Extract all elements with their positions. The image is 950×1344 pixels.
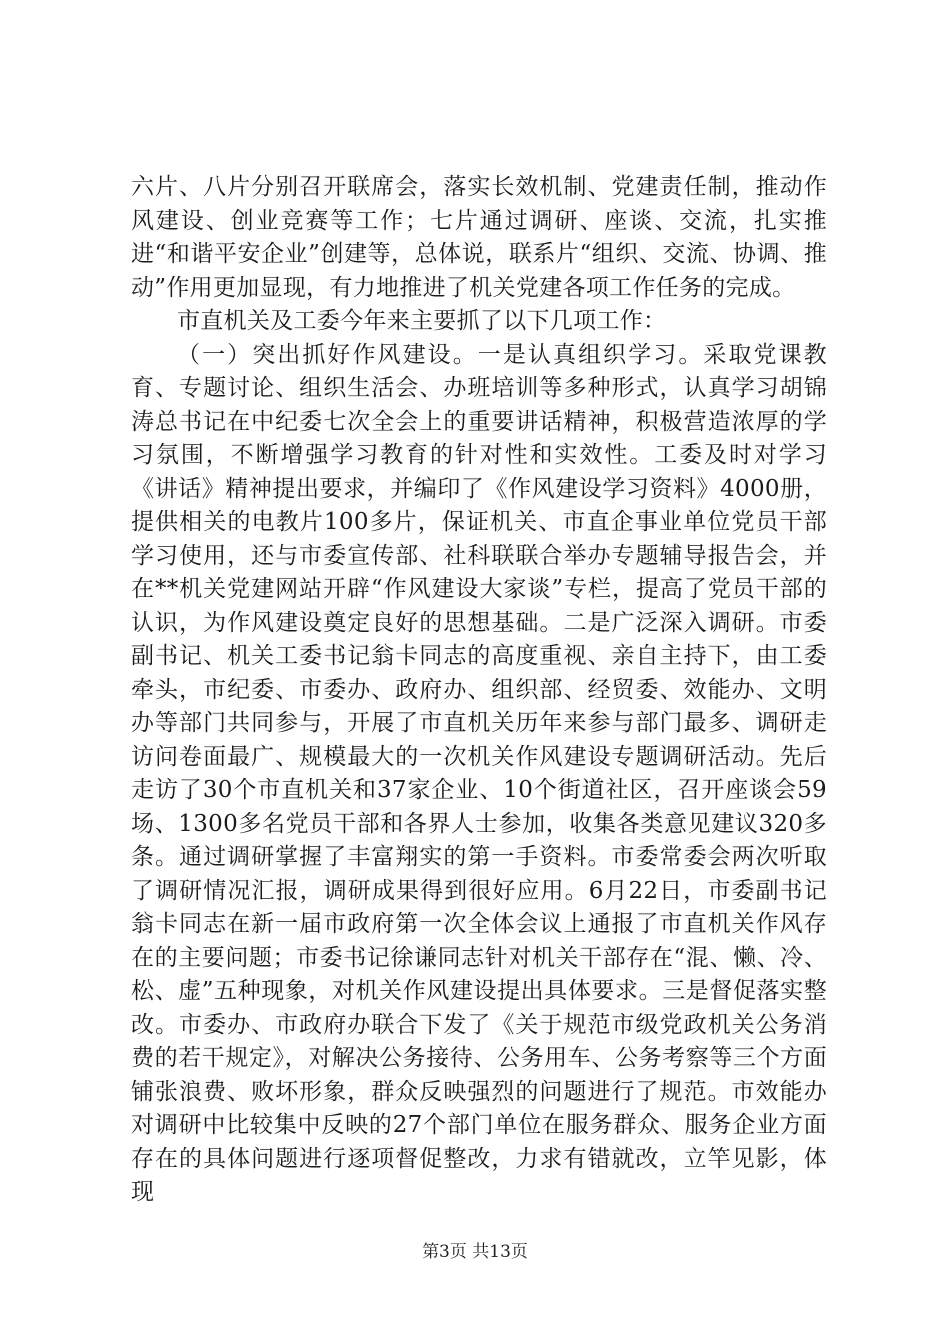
- paragraph-continuation: 六片、八片分别召开联席会，落实长效机制、党建责任制，推动作风建设、创业竞赛等工作；七片通过调研、座谈、交流，扎实推进“和谐平安企业”创建等，总体说，联系片“组织、交流、协调、推动”作用更加显现，有力地推进了机关党建各项工作任务的完成。: [131, 174, 827, 301]
- paragraph-intro: 市直机关及工委今年来主要抓了以下几项工作：: [177, 308, 667, 334]
- document-body: [131, 171, 827, 1210]
- page-footer: 第3页 共13页: [422, 1242, 528, 1262]
- paragraph-section-one: （一）突出抓好作风建设。一是认真组织学习。采取党课教育、专题讨论、组织生活会、办班培训等多种形式，认真学习胡锦涛总书记在中纪委七次全会上的重要讲话精神，积极营造浓厚的学习氛围，不断增强学习教育的针对性和实效性。工委及时对学习《讲话》精神提出要求，并编印了《作风建设学习资料》4000册，提供相关的电教片100多片，保证机关、市直企事业单位党员干部学习使用，还与市委宣传部、社科联联合举办专题辅导报告会，并在**机关党建网站开辟“作风建设大家谈”专栏，提高了党员干部的认识，为作风建设奠定良好的思想基础。二是广泛深入调研。市委副书记、机关工委书记翁卡同志的高度重视、亲自主持下，由工委牵头，市纪委、市委办、政府办、组织部、经贸委、效能办、文明办等部门共同参与，开展了市直机关历年来参与部门最多、调研走访问卷面最广、规模最大的一次机关作风建设专题调研活动。先后走访了30个市直机关和37家企业、10个街道社区，召开座谈会59场、1300多名党员干部和各界人士参加，收集各类意见建议320多条。通过调研掌握了丰富翔实的第一手资料。市委常委会两次听取了调研情况汇报，调研成果得到很好应用。6月22日，市委副书记翁卡同志在新一届市政府第一次全体会议上通报了市直机关作风存在的主要问题；市委书记徐谦同志针对机关干部存在“混、懒、冷、松、虚”五种现象，对机关作风建设提出具体要求。三是督促落实整改。市委办、市政府办联合下发了《关于规范市级党政机关公务消费的若干规定》，对解决公务接待、公务用车、公务考察等三个方面铺张浪费、败坏形象，群众反映强烈的问题进行了规范。市效能办对调研中比较集中反映的27个部门单位在服务群众、服务企业方面存在的具体问题进行逐项督促整改，力求有错就改，立竿见影，体现: [131, 341, 827, 1205]
